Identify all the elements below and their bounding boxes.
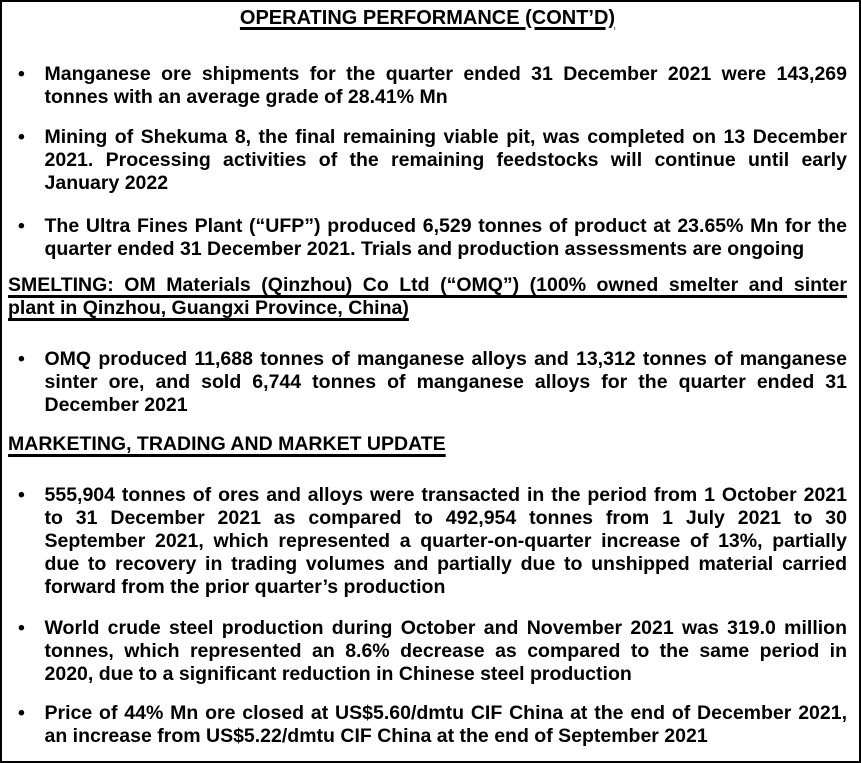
text-line: OMQ produced 11,688 tonnes of manganese alloys and 13,312 tonnes of manganese — [44, 348, 847, 370]
bullet-item-transacted-tonnes — [8, 484, 847, 599]
section-heading-marketing — [8, 433, 847, 456]
text-line: 2020, due to a significant reduction in Chinese steel production — [44, 663, 632, 685]
bullet-item-omq-production — [8, 348, 847, 417]
bullet-item-mn-ore-price — [8, 702, 847, 748]
text-line: tonnes, which represented an 8.6% decrease as compared to the same period in — [44, 640, 847, 662]
bullet-icon: • — [18, 702, 25, 724]
bullet-item-ufp-production — [8, 215, 847, 261]
text-line: due to recovery in trading volumes and partially due to unshipped material carried — [44, 553, 847, 575]
bullet-icon: • — [18, 617, 25, 639]
text-line: January 2022 — [44, 172, 169, 194]
section-heading-smelting — [8, 274, 847, 320]
page-title — [8, 7, 847, 30]
text-line: tonnes with an average grade of 28.41% Mn — [44, 86, 448, 108]
text-line: 555,904 tonnes of ores and alloys were transacted in the period from 1 October 2021 — [44, 484, 847, 506]
bullet-icon: • — [18, 126, 25, 148]
text-line: an increase from US$5.22/dmtu CIF China at the end of September 2021 — [44, 725, 708, 747]
bullet-icon: • — [18, 215, 25, 237]
text-line: sinter ore, and sold 6,744 tonnes of manganese alloys for the quarter ended 31 — [44, 371, 847, 393]
text-line: MARKETING, TRADING AND MARKET UPDATE — [8, 433, 446, 455]
text-line: Manganese ore shipments for the quarter ended 31 December 2021 were 143,269 — [44, 63, 847, 85]
text-line: Price of 44% Mn ore closed at US$5.60/dmtu CIF China at the end of December 2021, — [44, 702, 847, 724]
text-line: forward from the prior quarter’s production — [44, 576, 446, 598]
text-line: World crude steel production during October and November 2021 was 319.0 million — [44, 617, 847, 639]
bullet-icon: • — [18, 484, 25, 506]
bullet-icon: • — [18, 348, 25, 370]
bullet-item-ore-shipments — [8, 63, 847, 109]
bullet-item-shekuma-mining — [8, 126, 847, 195]
text-line: Mining of Shekuma 8, the final remaining viable pit, was completed on 13 December — [44, 126, 847, 148]
page-title-text: OPERATING PERFORMANCE (CONT’D) — [239, 7, 616, 29]
bullet-item-steel-production — [8, 617, 847, 686]
bullet-icon: • — [18, 63, 25, 85]
text-line: September 2021, which represented a quarter-on-quarter increase of 13%, partially — [44, 530, 847, 552]
text-line: to 31 December 2021 as compared to 492,954 tonnes from 1 July 2021 to 30 — [44, 507, 847, 529]
text-line: The Ultra Fines Plant (“UFP”) produced 6,529 tonnes of product at 23.65% Mn for the — [44, 215, 847, 237]
text-line: quarter ended 31 December 2021. Trials and production assessments are ongoing — [44, 238, 805, 260]
text-line: plant in Qinzhou, Guangxi Province, China) — [8, 297, 409, 319]
text-line: December 2021 — [44, 394, 188, 416]
text-line: 2021. Processing activities of the remaining feedstocks will continue until early — [44, 149, 847, 171]
text-line: SMELTING: OM Materials (Qinzhou) Co Ltd (“OMQ”) (100% owned smelter and sinter — [8, 274, 847, 296]
